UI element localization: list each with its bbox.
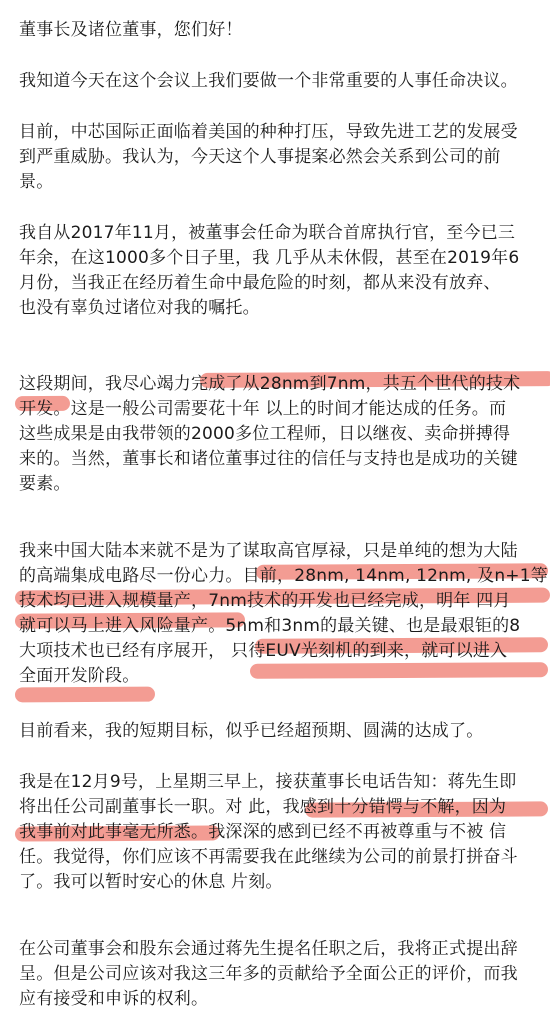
paragraph-line: 我来中国大陆本来就不是为了谋取高官厚禄，只是单纯的想为大陆 bbox=[19, 541, 518, 561]
paragraph-line: 月份，当我正在经历着生命中最危险的时刻，都从来没有放弃、 bbox=[19, 273, 501, 293]
paragraph-line: 也没有辜负过诸位对我的嘱托。 bbox=[19, 298, 260, 318]
paragraph-line: 年余，在这1000多个日子里，我 几乎从未休假，甚至在2019年6 bbox=[19, 248, 520, 268]
paragraph-line: 目前看来，我的短期目标，似乎已经超预期、圆满的达成了。 bbox=[19, 721, 484, 741]
paragraph-line: 来的。当然，董事长和诸位董事过往的信任与支持也是成功的关键 bbox=[19, 449, 518, 469]
paragraph-line: 全面开发阶段。 bbox=[19, 666, 140, 686]
paragraph-line: 我知道今天在这个会议上我们要做一个非常重要的人事任命决议。 bbox=[19, 71, 518, 91]
paragraph-line: 在公司董事会和股东会通过蒋先生提名任职之后，我将正式提出辞 bbox=[19, 939, 518, 959]
paragraph-line: 的高端集成电路尽一份心力。目前，28nm, 14nm, 12nm, 及n+1等 bbox=[19, 566, 548, 586]
paragraph-line: 景。 bbox=[19, 172, 54, 192]
paragraph-line: 开发。这是一般公司需要花十年 以上的时间才能达成的任务。而 bbox=[19, 399, 507, 419]
paragraph-line: 我自从2017年11月，被董事会任命为联合首席执行官，至今已三 bbox=[19, 223, 516, 243]
paragraph-line: 任。我觉得，你们应该不再需要我在此继续为公司的前景打拼奋斗 bbox=[19, 847, 518, 867]
paragraph-line: 了。我可以暂时安心的休息 片刻。 bbox=[19, 872, 283, 892]
paragraph-line: 呈。但是公司应该对我这三年多的贡献给予全面公正的评价，而我 bbox=[19, 964, 518, 984]
greeting: 董事长及诸位董事，您们好！ bbox=[19, 20, 243, 40]
paragraph-line: 到严重威胁。我认为，今天这个人事提案必然会关系到公司的前 bbox=[19, 147, 501, 167]
paragraph-line: 我是在12月9号，上星期三早上，接获董事长电话告知：蒋先生即 bbox=[19, 772, 517, 792]
paragraph-line: 这些成果是由我带领的2000多位工程师，日以继夜、卖命拼搏得 bbox=[19, 424, 511, 444]
paragraph-line: 我事前对此事毫无所悉。我深深的感到已经不再被尊重与不被 信 bbox=[19, 822, 507, 842]
paragraph-line: 技术均已进入规模量产，7nm技术的开发也已经完成，明年 四月 bbox=[19, 591, 511, 611]
paragraph-line: 这段期间，我尽心竭力完成了从28nm到7nm，共五个世代的技术 bbox=[19, 374, 521, 394]
paragraph-line: 大项技术也已经有序展开， 只待EUV光刻机的到来，就可以进入 bbox=[19, 641, 508, 661]
highlight-mark bbox=[15, 687, 155, 703]
paragraph-line: 目前，中芯国际正面临着美国的种种打压，导致先进工艺的发展受 bbox=[19, 122, 518, 142]
paragraph-line: 要素。 bbox=[19, 474, 71, 494]
paragraph-line: 应有接受和申诉的权利。 bbox=[19, 989, 209, 1009]
paragraph-line: 就可以马上进入风险量产。5nm和3nm的最关键、也是最艰钜的8 bbox=[19, 616, 521, 636]
paragraph-line: 将出任公司副董事长一职。对 此，我感到十分错愕与不解，因为 bbox=[19, 797, 507, 817]
